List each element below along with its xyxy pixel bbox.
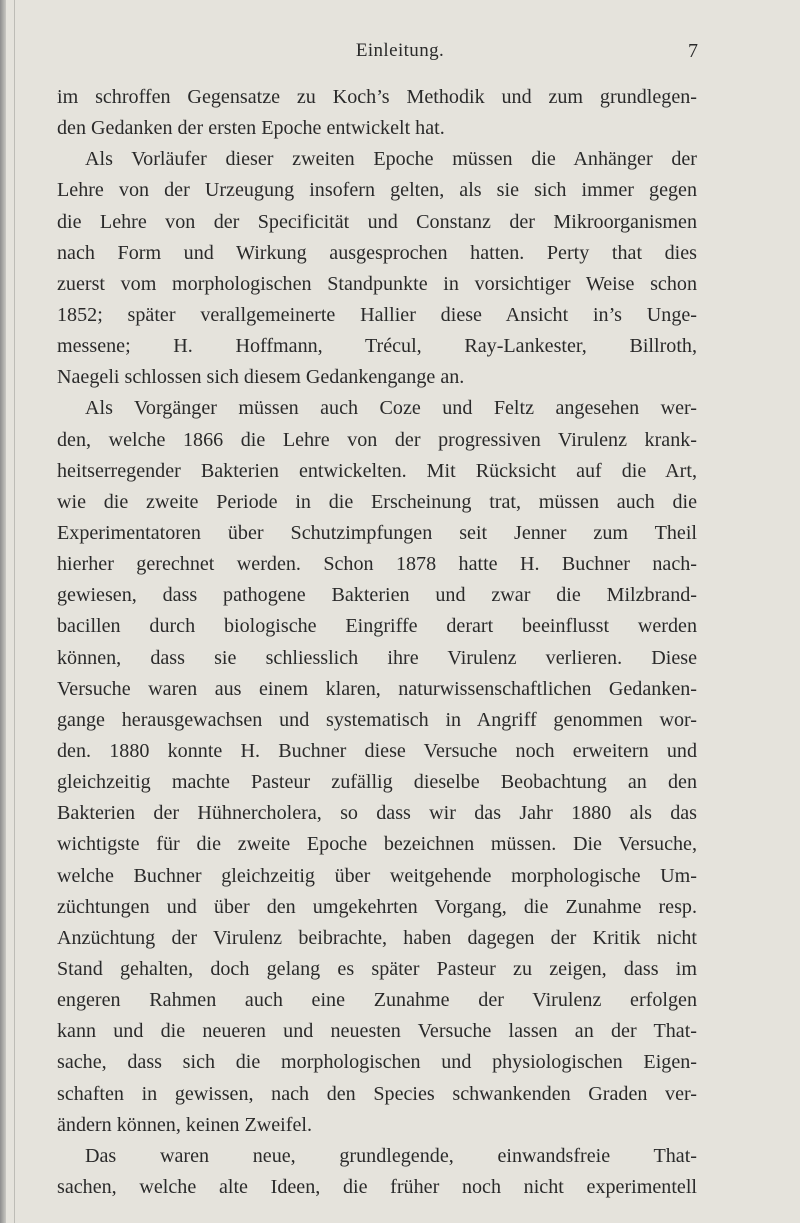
page-number: 7 (688, 40, 698, 62)
text-line: Bakterien der Hühnercholera, so dass wir das Jahr 1880 als das (57, 802, 697, 825)
text-line: welche Buchner gleichzeitig über weitgehende morphologische Um- (57, 864, 697, 887)
body-text (57, 82, 697, 1203)
text-line: können, dass sie schliesslich ihre Virulenz verlieren. Diese (57, 646, 697, 669)
text-line: ändern können, keinen Zweifel. (57, 1113, 312, 1136)
text-line: Als Vorläufer dieser zweiten Epoche müssen die Anhänger der (85, 148, 697, 171)
text-line: Naegeli schlossen sich diesem Gedankengange an. (57, 366, 465, 389)
page-edge-line (14, 0, 15, 1223)
text-line: heitserregender Bakterien entwickelten. Mit Rücksicht auf die Art, (57, 459, 697, 482)
text-line: den Gedanken der ersten Epoche entwickelt hat. (57, 117, 445, 140)
text-line: wie die zweite Periode in die Erscheinung trat, müssen auch die (57, 490, 697, 513)
text-line: gleichzeitig machte Pasteur zufällig dieselbe Beobachtung an den (57, 771, 697, 794)
text-line: gange herausgewachsen und systematisch in Angriff genommen wor- (57, 708, 697, 731)
text-line: die Lehre von der Specificität und Constanz der Mikroorganismen (57, 210, 697, 233)
page-edge-shadow (0, 0, 6, 1223)
text-line: im schroffen Gegensatze zu Koch’s Methodik und zum grundlegen- (57, 86, 697, 108)
text-line: den, welche 1866 die Lehre von der progressiven Virulenz krank- (57, 428, 697, 451)
text-line: Versuche waren aus einem klaren, naturwissenschaftlichen Gedanken- (57, 677, 697, 700)
text-line: Als Vorgänger müssen auch Coze und Feltz angesehen wer- (85, 397, 697, 420)
text-line: sache, dass sich die morphologischen und physiologischen Eigen- (57, 1051, 697, 1074)
text-line: Lehre von der Urzeugung insofern gelten, als sie sich immer gegen (57, 179, 697, 202)
text-line: engeren Rahmen auch eine Zunahme der Virulenz erfolgen (57, 989, 697, 1012)
running-title: Einleitung. (355, 40, 445, 61)
text-line: bacillen durch biologische Eingriffe derart beeinflusst werden (57, 615, 697, 638)
text-line: hierher gerechnet werden. Schon 1878 hatte H. Buchner nach- (57, 553, 697, 576)
text-line: gewiesen, dass pathogene Bakterien und zwar die Milzbrand- (57, 584, 697, 607)
text-line: kann und die neueren und neuesten Versuche lassen an der That- (57, 1020, 697, 1043)
text-line: schaften in gewissen, nach den Species schwankenden Graden ver- (57, 1082, 697, 1105)
text-line: zuerst vom morphologischen Standpunkte in vorsichtiger Weise schon (57, 272, 697, 295)
text-line: messene; H. Hoffmann, Trécul, Ray-Lankester, Billroth, (57, 335, 697, 358)
text-line: wichtigste für die zweite Epoche bezeichnen müssen. Die Versuche, (57, 833, 697, 856)
text-line: sachen, welche alte Ideen, die früher noch nicht experimentell (57, 1175, 697, 1198)
text-line: den. 1880 konnte H. Buchner diese Versuche noch erweitern und (57, 739, 697, 762)
text-line: Anzüchtung der Virulenz beibrachte, haben dagegen der Kritik nicht (57, 926, 697, 949)
text-line: Das waren neue, grundlegende, einwandsfreie That- (85, 1144, 697, 1167)
running-header (0, 40, 800, 70)
text-line: Experimentatoren über Schutzimpfungen seit Jenner zum Theil (57, 521, 697, 544)
text-line: 1852; später verallgemeinerte Hallier diese Ansicht in’s Unge- (57, 303, 697, 326)
text-line: Stand gehalten, doch gelang es später Pasteur zu zeigen, dass im (57, 957, 697, 980)
text-line: nach Form und Wirkung ausgesprochen hatten. Perty that dies (57, 241, 697, 264)
text-line: züchtungen und über den umgekehrten Vorgang, die Zunahme resp. (57, 895, 697, 918)
